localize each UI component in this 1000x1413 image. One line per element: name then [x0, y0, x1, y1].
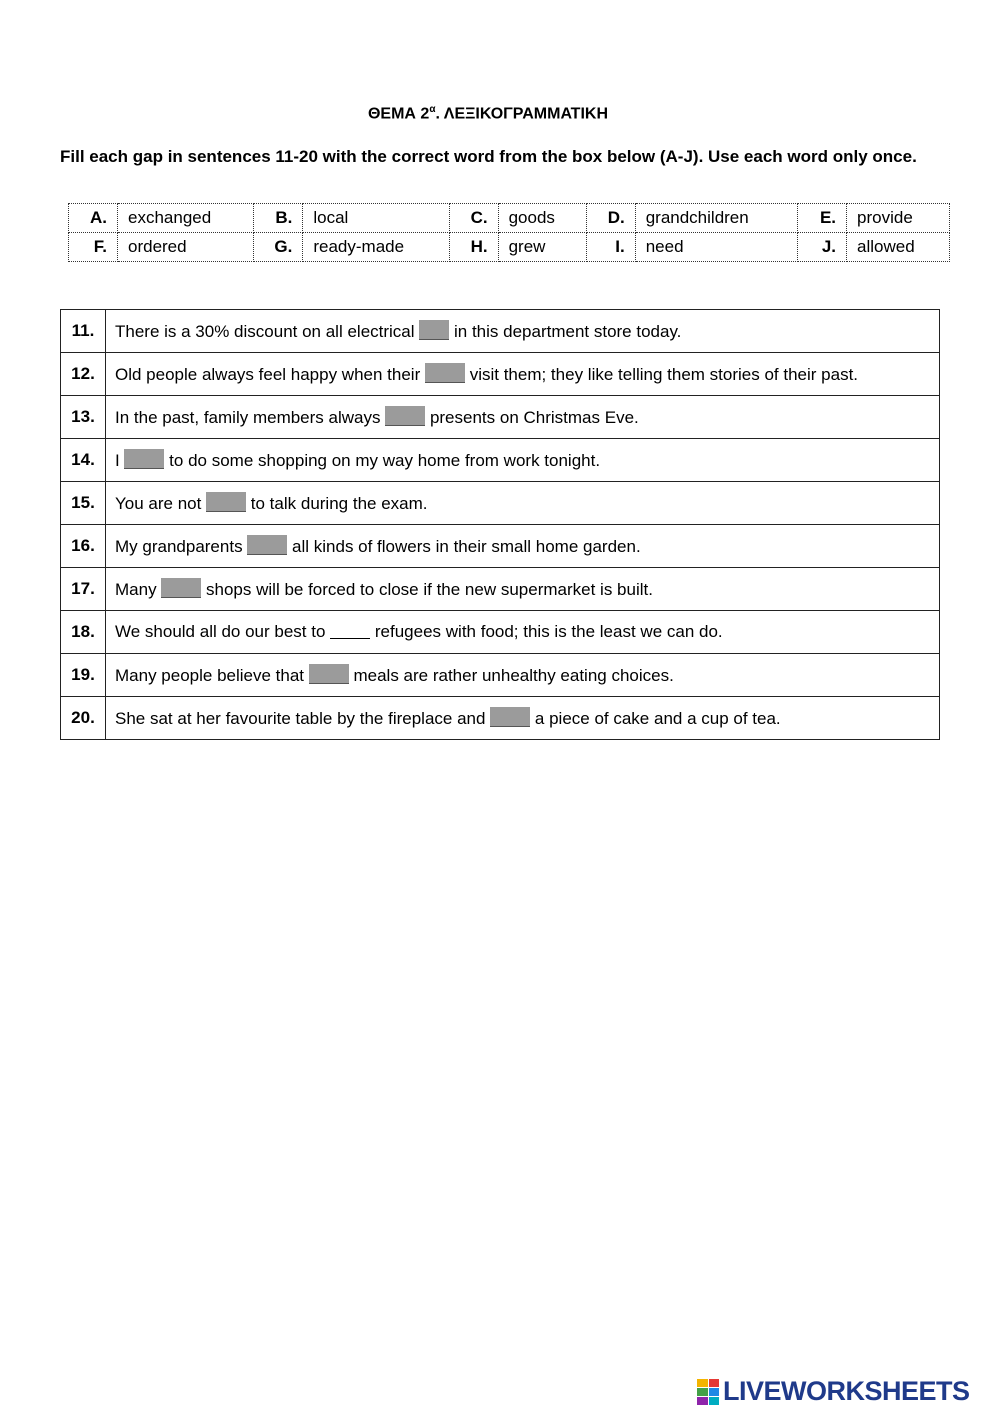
- answer-gap-input[interactable]: [206, 492, 246, 512]
- answer-gap-input[interactable]: [161, 578, 201, 598]
- question-number: 13.: [61, 396, 106, 439]
- question-number: 14.: [61, 439, 106, 482]
- question-row: [61, 353, 940, 396]
- answer-gap-input[interactable]: [490, 707, 530, 727]
- question-row: [61, 439, 940, 482]
- word-key: B.: [254, 204, 303, 233]
- word-option: need: [635, 233, 797, 262]
- logo-blocks-icon: [697, 1379, 719, 1405]
- word-option: provide: [847, 204, 950, 233]
- question-row: [61, 396, 940, 439]
- question-number: 15.: [61, 482, 106, 525]
- sentence-start: My grandparents: [115, 537, 248, 556]
- word-option: grew: [498, 233, 586, 262]
- question-row: [61, 525, 940, 568]
- answer-gap-input[interactable]: [309, 664, 349, 684]
- sentence-start: We should all do our best to: [115, 622, 331, 641]
- word-box-row: [69, 233, 950, 262]
- sentence-end: a piece of cake and a cup of tea.: [530, 709, 781, 728]
- question-row: [61, 568, 940, 611]
- question-number: 20.: [61, 697, 106, 740]
- answer-gap-input[interactable]: [419, 320, 449, 340]
- question-sentence: [106, 654, 940, 697]
- question-row: [61, 310, 940, 353]
- question-number: 11.: [61, 310, 106, 353]
- sentence-start: There is a 30% discount on all electrical: [115, 322, 420, 341]
- sentence-end: meals are rather unhealthy eating choices.: [348, 666, 674, 685]
- question-number: 19.: [61, 654, 106, 697]
- questions-table: [60, 309, 940, 740]
- instructions: Fill each gap in sentences 11-20 with the correct word from the box below (A-J). Use each word only once.: [60, 147, 917, 166]
- question-sentence: [106, 525, 940, 568]
- question-sentence: [106, 611, 940, 654]
- word-key: I.: [586, 233, 635, 262]
- word-key: E.: [798, 204, 847, 233]
- word-option: local: [303, 204, 449, 233]
- word-option: grandchildren: [635, 204, 797, 233]
- question-row: [61, 654, 940, 697]
- word-option: ordered: [118, 233, 254, 262]
- word-box: [68, 203, 950, 262]
- sentence-end: refugees with food; this is the least we can do.: [370, 622, 723, 641]
- question-number: 18.: [61, 611, 106, 654]
- sentence-start: I: [115, 451, 125, 470]
- question-sentence: [106, 568, 940, 611]
- sentence-end: visit them; they like telling them stories of their past.: [464, 365, 859, 384]
- word-key: D.: [586, 204, 635, 233]
- word-key: A.: [69, 204, 118, 233]
- sentence-start: In the past, family members always: [115, 408, 386, 427]
- word-option: allowed: [847, 233, 950, 262]
- word-option: ready-made: [303, 233, 449, 262]
- word-key: J.: [798, 233, 847, 262]
- answer-gap-input[interactable]: [124, 449, 164, 469]
- question-row: [61, 697, 940, 740]
- sentence-start: Old people always feel happy when their: [115, 365, 425, 384]
- answer-blank-line[interactable]: [330, 624, 370, 639]
- word-box-row: [69, 204, 950, 233]
- question-sentence: [106, 353, 940, 396]
- sentence-end: to talk during the exam.: [246, 494, 428, 513]
- word-key: G.: [254, 233, 303, 262]
- sentence-end: to do some shopping on my way home from work tonight.: [164, 451, 601, 470]
- question-sentence: [106, 439, 940, 482]
- sentence-end: presents on Christmas Eve.: [425, 408, 639, 427]
- question-number: 16.: [61, 525, 106, 568]
- brand-name: LIVEWORKSHEETS: [723, 1376, 970, 1406]
- answer-gap-input[interactable]: [425, 363, 465, 383]
- word-key: F.: [69, 233, 118, 262]
- word-option: goods: [498, 204, 586, 233]
- question-sentence: [106, 396, 940, 439]
- word-key: H.: [449, 233, 498, 262]
- word-key: C.: [449, 204, 498, 233]
- liveworksheets-logo: [697, 1376, 970, 1407]
- sentence-start: Many: [115, 580, 162, 599]
- question-row: [61, 482, 940, 525]
- word-option: exchanged: [118, 204, 254, 233]
- sentence-start: You are not: [115, 494, 207, 513]
- sentence-start: Many people believe that: [115, 666, 309, 685]
- question-number: 12.: [61, 353, 106, 396]
- sentence-start: She sat at her favourite table by the fireplace and: [115, 709, 491, 728]
- sentence-end: shops will be forced to close if the new supermarket is built.: [201, 580, 653, 599]
- sentence-end: all kinds of flowers in their small home garden.: [287, 537, 641, 556]
- question-sentence: [106, 482, 940, 525]
- answer-gap-input[interactable]: [247, 535, 287, 555]
- question-sentence: [106, 310, 940, 353]
- sentence-end: in this department store today.: [449, 322, 682, 341]
- question-sentence: [106, 697, 940, 740]
- answer-gap-input[interactable]: [385, 406, 425, 426]
- page-title: ΘΕΜΑ $2^\alpha$. ΛΕΞΙΚΟΓΡΑΜΜΑΤΙΚΗ: [367, 104, 608, 123]
- question-number: 17.: [61, 568, 106, 611]
- question-row: [61, 611, 940, 654]
